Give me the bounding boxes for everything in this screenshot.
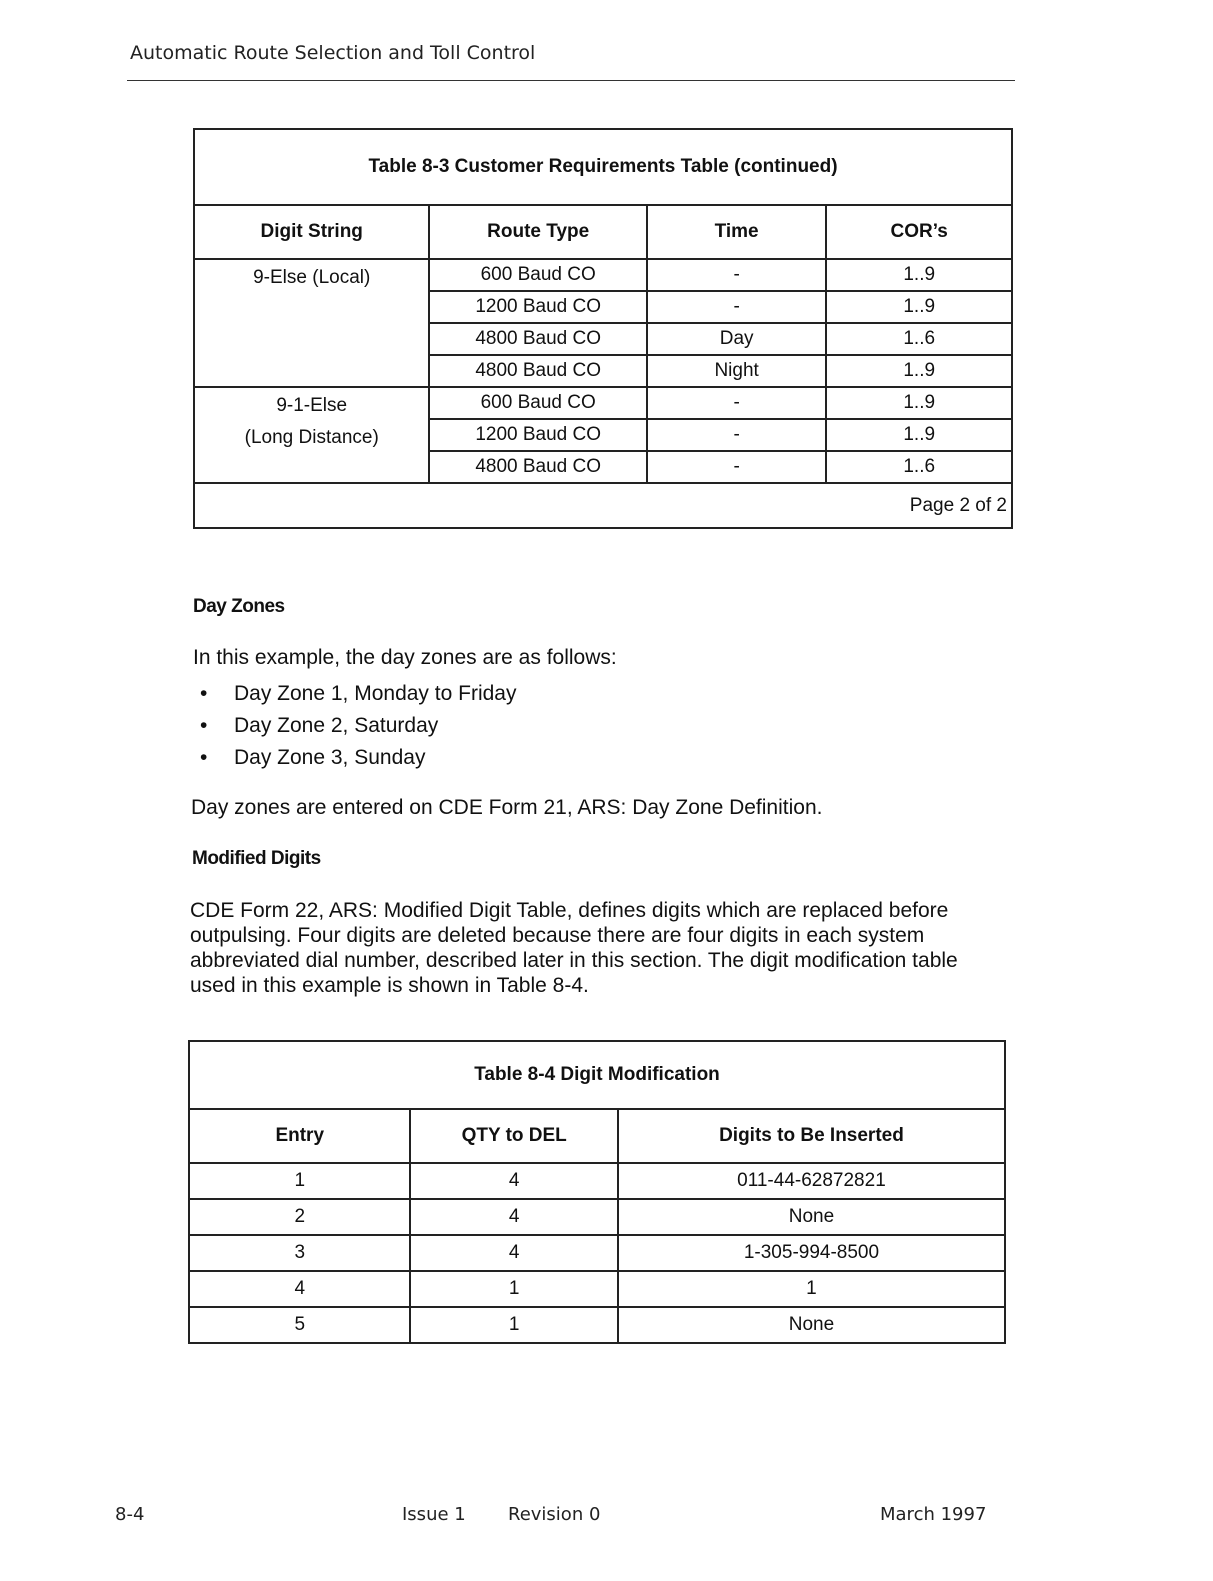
digits-cell: 1 xyxy=(618,1271,1005,1307)
digit-string-cell xyxy=(194,387,429,483)
running-header: Automatic Route Selection and Toll Control xyxy=(130,42,536,64)
day-zones-note: Day zones are entered on CDE Form 21, ARS: Day Zone Definition. xyxy=(191,796,823,819)
digit-string-label: (Long Distance) xyxy=(244,427,379,448)
table-row xyxy=(189,1307,1005,1343)
digit-string-label: 9-1-Else xyxy=(276,395,348,416)
time-cell: Night xyxy=(647,355,827,387)
bullet-icon: • xyxy=(200,746,208,769)
route-type-cell: 4800 Baud CO xyxy=(429,355,646,387)
day-zones-list xyxy=(200,680,516,776)
digits-cell: 011-44-62872821 xyxy=(618,1163,1005,1199)
list-item-text: Day Zone 1, Monday to Friday xyxy=(234,682,517,705)
bullet-icon: • xyxy=(200,714,208,737)
cors-cell: 1..9 xyxy=(826,387,1012,419)
cors-cell: 1..9 xyxy=(826,291,1012,323)
route-type-cell: 600 Baud CO xyxy=(429,259,646,291)
table-page-indicator: Page 2 of 2 xyxy=(194,483,1012,528)
table-row xyxy=(189,1199,1005,1235)
table-caption: Table 8-4 Digit Modification xyxy=(189,1041,1005,1109)
qty-cell: 4 xyxy=(410,1199,617,1235)
entry-cell: 2 xyxy=(189,1199,410,1235)
time-cell: - xyxy=(647,451,827,483)
cors-cell: 1..9 xyxy=(826,419,1012,451)
date-label: March 1997 xyxy=(880,1504,987,1525)
time-cell: - xyxy=(647,387,827,419)
column-header: Entry xyxy=(189,1109,410,1163)
page-number: 8-4 xyxy=(115,1504,145,1525)
cors-cell: 1..6 xyxy=(826,451,1012,483)
list-item-text: Day Zone 3, Sunday xyxy=(234,746,426,769)
route-type-cell: 1200 Baud CO xyxy=(429,291,646,323)
digits-cell: None xyxy=(618,1307,1005,1343)
header-rule xyxy=(127,80,1015,81)
qty-cell: 4 xyxy=(410,1235,617,1271)
entry-cell: 3 xyxy=(189,1235,410,1271)
entry-cell: 4 xyxy=(189,1271,410,1307)
column-header: Time xyxy=(647,205,827,259)
customer-requirements-table xyxy=(193,128,1013,529)
route-type-cell: 4800 Baud CO xyxy=(429,323,646,355)
time-cell: Day xyxy=(647,323,827,355)
column-header: Digits to Be Inserted xyxy=(618,1109,1005,1163)
entry-cell: 1 xyxy=(189,1163,410,1199)
revision-label: Revision 0 xyxy=(508,1504,601,1525)
qty-cell: 1 xyxy=(410,1271,617,1307)
table-caption: Table 8-3 Customer Requirements Table (continued) xyxy=(194,129,1012,205)
entry-cell: 5 xyxy=(189,1307,410,1343)
qty-cell: 4 xyxy=(410,1163,617,1199)
table-row xyxy=(194,259,1012,291)
list-item xyxy=(200,680,516,712)
column-header: Digit String xyxy=(194,205,429,259)
qty-cell: 1 xyxy=(410,1307,617,1343)
list-item-text: Day Zone 2, Saturday xyxy=(234,714,439,737)
list-item xyxy=(200,744,516,776)
cors-cell: 1..9 xyxy=(826,259,1012,291)
cors-cell: 1..9 xyxy=(826,355,1012,387)
route-type-cell: 1200 Baud CO xyxy=(429,419,646,451)
modified-digits-paragraph: CDE Form 22, ARS: Modified Digit Table, defines digits which are replaced before outpulsing. Four digits are deleted because there are four digits in each system abbreviated dial number, described later in this section. The digit modification table used in this example is shown in Table 8-4. xyxy=(190,899,958,997)
digit-string-label: 9-Else (Local) xyxy=(253,267,371,288)
day-zones-intro: In this example, the day zones are as follows: xyxy=(193,646,617,669)
section-heading-modified-digits: Modified Digits xyxy=(192,848,321,869)
route-type-cell: 4800 Baud CO xyxy=(429,451,646,483)
table-row xyxy=(189,1271,1005,1307)
list-item xyxy=(200,712,516,744)
time-cell: - xyxy=(647,259,827,291)
column-header: Route Type xyxy=(429,205,646,259)
digit-string-cell xyxy=(194,259,429,387)
table-row xyxy=(189,1235,1005,1271)
digits-cell: 1-305-994-8500 xyxy=(618,1235,1005,1271)
section-heading-day-zones: Day Zones xyxy=(193,596,285,617)
time-cell: - xyxy=(647,419,827,451)
route-type-cell: 600 Baud CO xyxy=(429,387,646,419)
issue-label: Issue 1 xyxy=(402,1504,466,1525)
column-header: QTY to DEL xyxy=(410,1109,617,1163)
bullet-icon: • xyxy=(200,682,208,705)
digit-modification-table xyxy=(188,1040,1006,1344)
table-row xyxy=(194,387,1012,419)
digits-cell: None xyxy=(618,1199,1005,1235)
column-header: COR’s xyxy=(826,205,1012,259)
table-row xyxy=(189,1163,1005,1199)
time-cell: - xyxy=(647,291,827,323)
cors-cell: 1..6 xyxy=(826,323,1012,355)
